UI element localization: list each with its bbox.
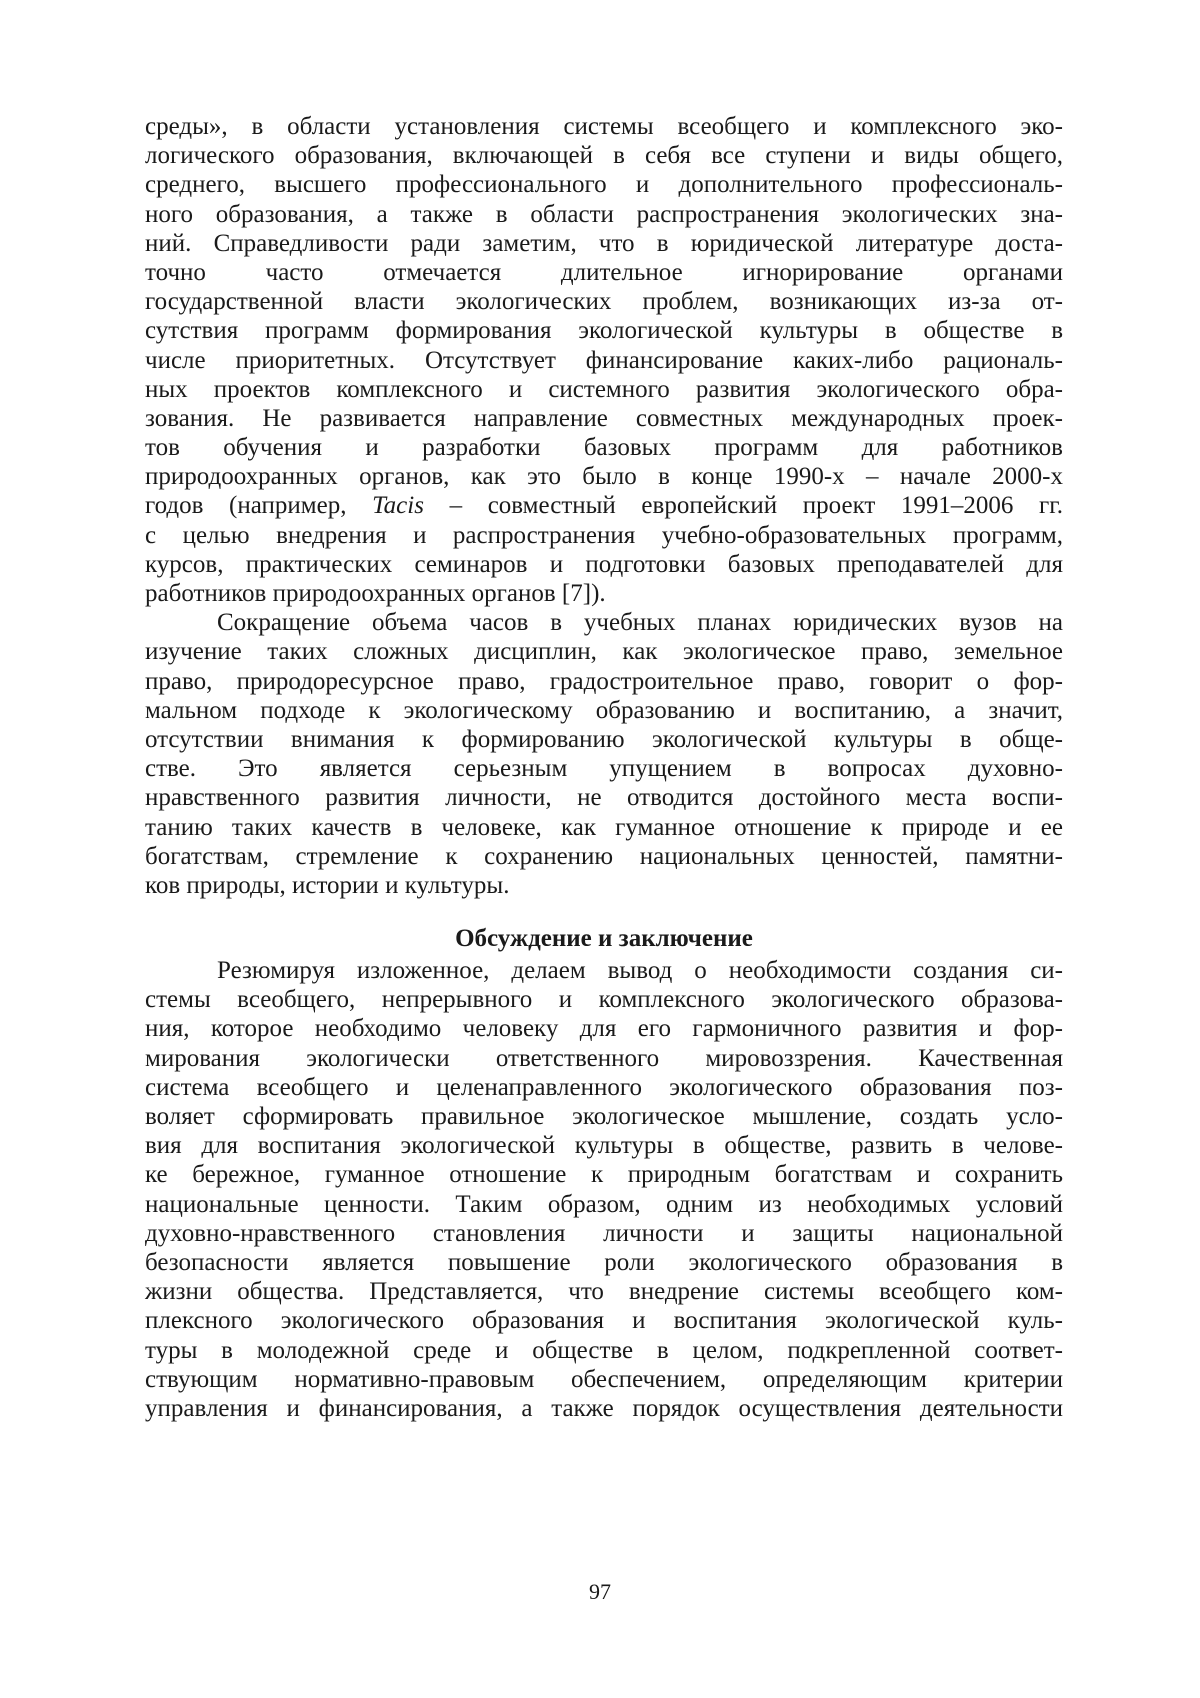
paragraph-1 — [145, 112, 1063, 608]
text-line: природоохранных органов, как это было в конце 1990-х – начале 2000-х — [145, 462, 1063, 491]
text-line-tacis — [145, 491, 1063, 520]
text-line: с целью внедрения и распространения учебно-образовательных программ, — [145, 521, 1063, 550]
text-line: богатствам, стремление к сохранению национальных ценностей, памятни- — [145, 842, 1063, 871]
text-line: мирования экологически ответственного мировоззрения. Качественная — [145, 1044, 1063, 1073]
text-line: ных проектов комплексного и системного развития экологического обра- — [145, 375, 1063, 404]
text-line: право, природоресурсное право, градостроительное право, говорит о фор- — [145, 667, 1063, 696]
text-line: ного образования, а также в области распространения экологических зна- — [145, 200, 1063, 229]
text-line: управления и финансирования, а также порядок осуществления деятельности — [145, 1394, 1063, 1423]
text-line: нравственного развития личности, не отводится достойного места воспи- — [145, 783, 1063, 812]
text-line: Сокращение объема часов в учебных планах юридических вузов на — [145, 608, 1063, 637]
text-line: духовно-нравственного становления личности и защиты национальной — [145, 1219, 1063, 1248]
text-line: ке бережное, гуманное отношение к природным богатствам и сохранить — [145, 1160, 1063, 1189]
text-line: национальные ценности. Таким образом, одним из необходимых условий — [145, 1190, 1063, 1219]
text-line: стве. Это является серьезным упущением в вопросах духовно- — [145, 754, 1063, 783]
page-number: 97 — [0, 1578, 1200, 1606]
paragraph-3 — [145, 956, 1063, 1423]
text-line: отсутствии внимания к формированию экологической культуры в обще- — [145, 725, 1063, 754]
text-line: танию таких качеств в человеке, как гуманное отношение к природе и ее — [145, 813, 1063, 842]
tacis-italic: Tacis — [372, 492, 424, 519]
tacis-line-after: – совместный европейский проект 1991–2006 гг. — [424, 492, 1063, 519]
text-line: воляет сформировать правильное экологическое мышление, создать усло- — [145, 1102, 1063, 1131]
text-line: Резюмируя изложенное, делаем вывод о необходимости создания си- — [145, 956, 1063, 985]
text-line: зования. Не развивается направление совместных международных проек- — [145, 404, 1063, 433]
text-line: жизни общества. Представляется, что внедрение системы всеобщего ком- — [145, 1277, 1063, 1306]
text-line: ния, которое необходимо человеку для его гармоничного развития и фор- — [145, 1014, 1063, 1043]
text-line: работников природоохранных органов [7]). — [145, 579, 1063, 608]
text-line: плексного экологического образования и воспитания экологической куль- — [145, 1306, 1063, 1335]
text-line: числе приоритетных. Отсутствует финансирование каких-либо рациональ- — [145, 346, 1063, 375]
text-line: курсов, практических семинаров и подготовки базовых преподавателей для — [145, 550, 1063, 579]
text-line: государственной власти экологических проблем, возникающих из-за от- — [145, 287, 1063, 316]
text-line: ствующим нормативно-правовым обеспечением, определяющим критерии — [145, 1365, 1063, 1394]
text-line: изучение таких сложных дисциплин, как экологическое право, земельное — [145, 637, 1063, 666]
paragraph-2 — [145, 608, 1063, 900]
text-line: вия для воспитания экологической культуры в обществе, развить в челове- — [145, 1131, 1063, 1160]
tacis-line-before: годов (например, — [145, 492, 372, 519]
text-line: логического образования, включающей в себя все ступени и виды общего, — [145, 141, 1063, 170]
text-line: мальном подходе к экологическому образованию и воспитанию, а значит, — [145, 696, 1063, 725]
text-line: туры в молодежной среде и обществе в целом, подкрепленной соответ- — [145, 1336, 1063, 1365]
text-line: система всеобщего и целенаправленного экологического образования поз- — [145, 1073, 1063, 1102]
text-line: безопасности является повышение роли экологического образования в — [145, 1248, 1063, 1277]
text-line: среды», в области установления системы всеобщего и комплексного эко- — [145, 112, 1063, 141]
text-line: ков природы, истории и культуры. — [145, 871, 1063, 900]
text-line: среднего, высшего профессионального и дополнительного профессиональ- — [145, 170, 1063, 199]
text-line: тов обучения и разработки базовых программ для работников — [145, 433, 1063, 462]
page-body — [145, 112, 1063, 1423]
text-line: ний. Справедливости ради заметим, что в юридической литературе доста- — [145, 229, 1063, 258]
section-heading: Обсуждение и заключение — [145, 922, 1063, 956]
text-line: стемы всеобщего, непрерывного и комплексного экологического образова- — [145, 985, 1063, 1014]
text-line: точно часто отмечается длительное игнорирование органами — [145, 258, 1063, 287]
text-line: сутствия программ формирования экологической культуры в обществе в — [145, 316, 1063, 345]
